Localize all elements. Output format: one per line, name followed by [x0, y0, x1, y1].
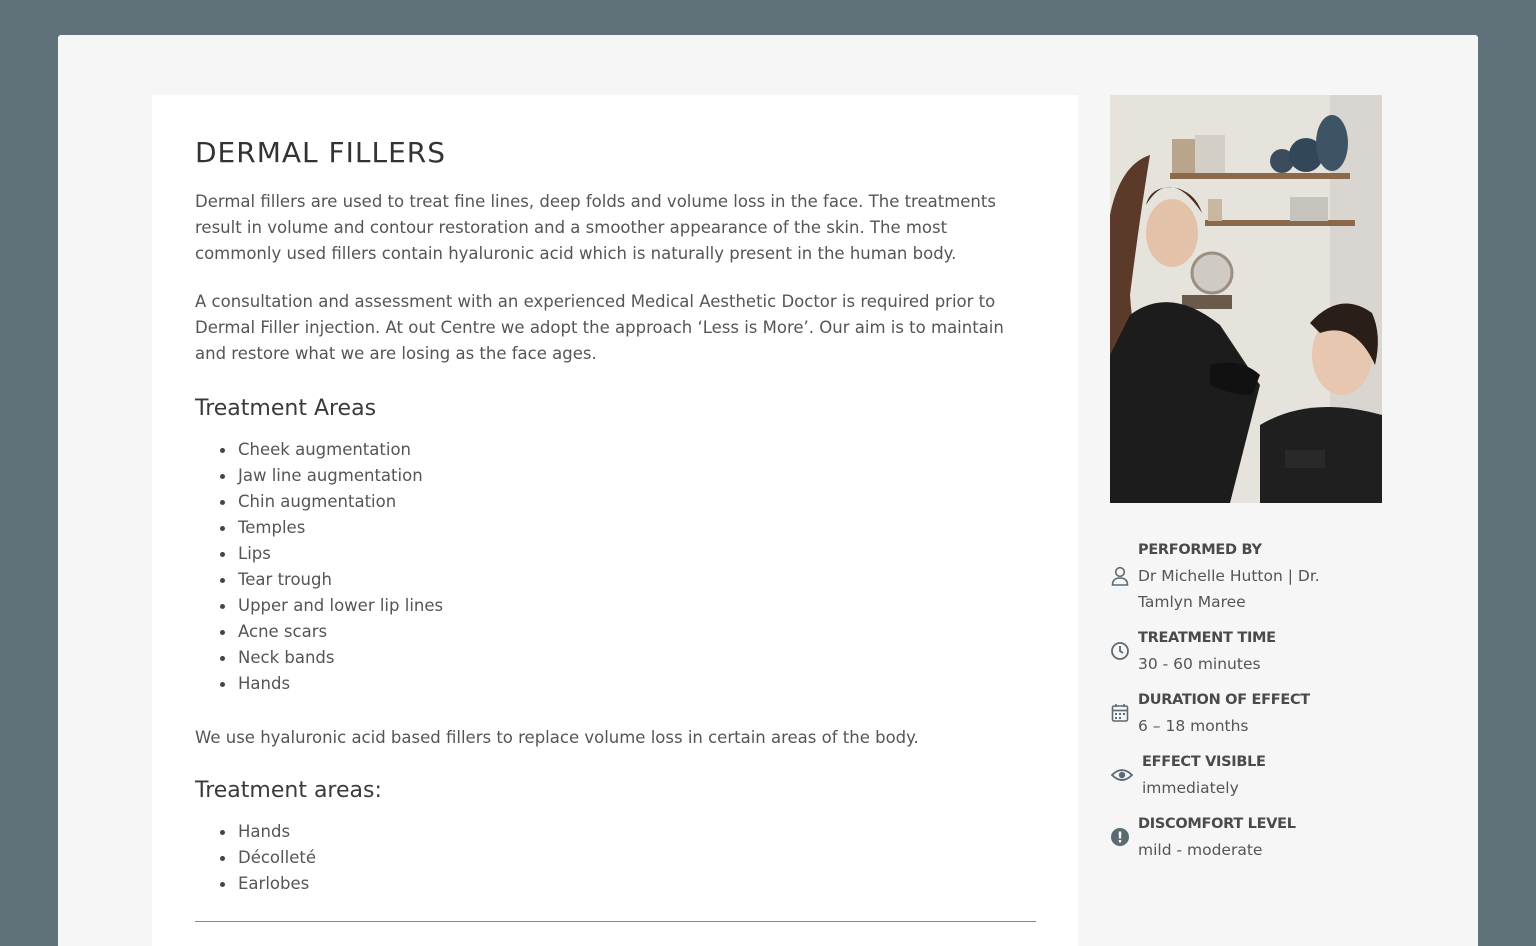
meta-discomfort: [1110, 811, 1382, 863]
treatment-areas-secondary-heading: Treatment areas:: [195, 778, 382, 803]
meta-label: DISCOMFORT LEVEL: [1138, 816, 1296, 832]
alert-icon: [1110, 827, 1130, 847]
list-item: Lips: [217, 541, 1036, 567]
clock-icon: [1110, 641, 1130, 661]
list-item: Chin augmentation: [217, 489, 1036, 515]
meta-value: 30 - 60 minutes: [1138, 655, 1261, 673]
meta-value: mild - moderate: [1138, 841, 1263, 859]
meta-duration: [1110, 687, 1382, 739]
list-item: Hands: [217, 819, 1036, 845]
meta-label: TREATMENT TIME: [1138, 630, 1276, 646]
eye-icon: [1110, 765, 1134, 785]
intro-paragraph: Dermal fillers are used to treat fine lines, deep folds and volume loss in the face. The treatments result in volume and contour restoration and a smoother appearance of the skin. The most commonly used fillers contain hyaluronic acid which is naturally present in the human body.: [195, 192, 996, 263]
meta-label: EFFECT VISIBLE: [1142, 754, 1266, 770]
fillers-paragraph: We use hyaluronic acid based fillers to replace volume loss in certain areas of the body.: [195, 728, 919, 747]
meta-value: Dr Michelle Hutton | Dr. Tamlyn Maree: [1138, 567, 1320, 611]
section-divider: [195, 921, 1036, 922]
list-item: Neck bands: [217, 645, 1036, 671]
list-item: Upper and lower lip lines: [217, 593, 1036, 619]
meta-label: PERFORMED BY: [1138, 542, 1262, 558]
meta-value: 6 – 18 months: [1138, 717, 1249, 735]
user-icon: [1110, 566, 1130, 586]
list-item: Décolleté: [217, 845, 1036, 871]
treatment-meta-list: [1110, 537, 1382, 863]
page-container: [58, 35, 1478, 946]
list-item: Hands: [217, 671, 1036, 697]
meta-performed-by: [1110, 537, 1382, 615]
list-item: Acne scars: [217, 619, 1036, 645]
meta-label: DURATION OF EFFECT: [1138, 692, 1310, 708]
treatment-areas-list: [217, 437, 1036, 697]
list-item: Cheek augmentation: [217, 437, 1036, 463]
meta-treatment-time: [1110, 625, 1382, 677]
treatment-sidebar: [1110, 95, 1382, 873]
list-item: Temples: [217, 515, 1036, 541]
list-item: Tear trough: [217, 567, 1036, 593]
page-title: DERMAL FILLERS: [195, 136, 447, 169]
consultation-paragraph: A consultation and assessment with an experienced Medical Aesthetic Doctor is required prior to Dermal Filler injection. At out Centre we adopt the approach ‘Less is More’. Our aim is to maintain and restore what we are losing as the face ages.: [195, 292, 1004, 363]
body-areas-list: [217, 819, 1036, 897]
list-item: Jaw line augmentation: [217, 463, 1036, 489]
meta-effect-visible: [1110, 749, 1382, 801]
treatment-photo-illustration: [1110, 95, 1382, 503]
treatment-areas-heading: Treatment Areas: [195, 396, 377, 421]
treatment-photo: [1110, 95, 1382, 503]
article-card: [152, 95, 1078, 946]
calendar-icon: [1110, 703, 1130, 723]
list-item: Earlobes: [217, 871, 1036, 897]
meta-value: immediately: [1142, 779, 1239, 797]
